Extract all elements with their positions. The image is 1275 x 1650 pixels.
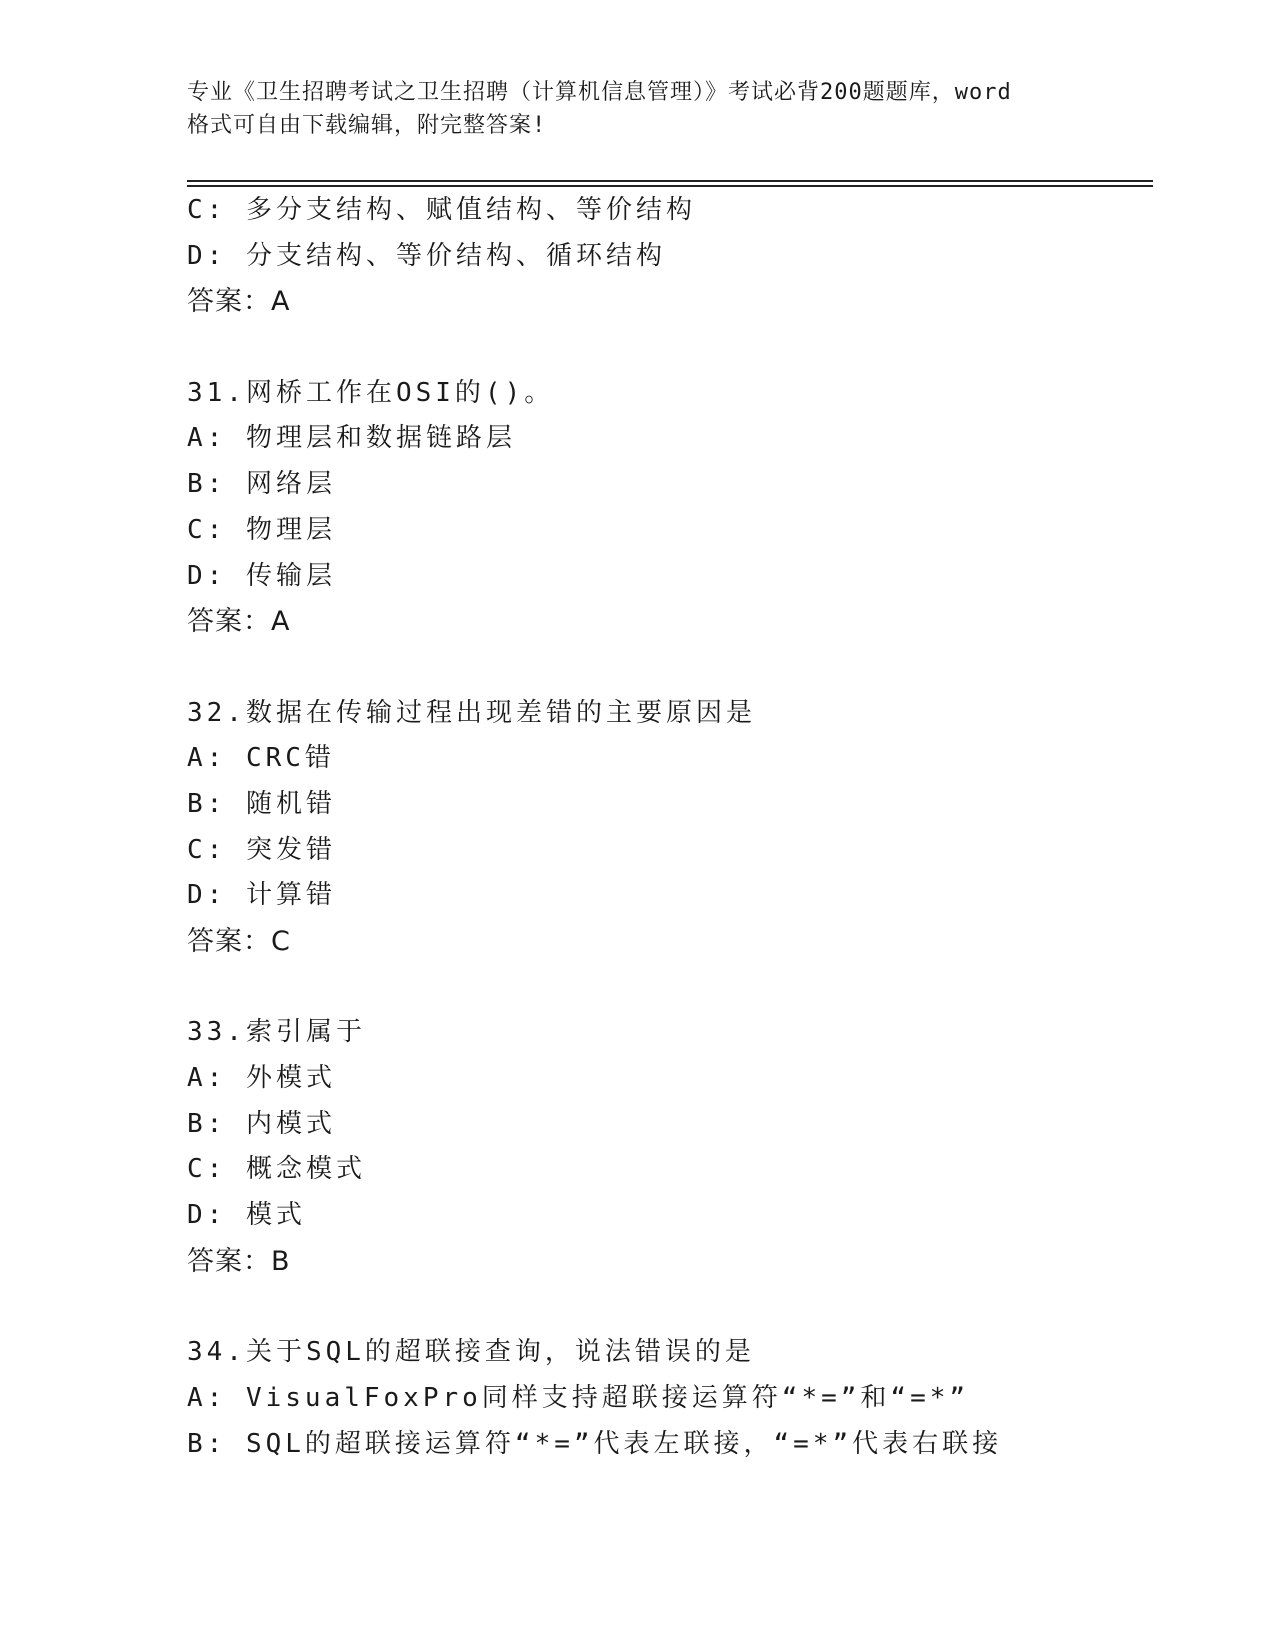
option-a: A: 外模式 xyxy=(187,1063,336,1094)
spacer xyxy=(187,965,1147,1011)
question-34 xyxy=(187,1330,1147,1467)
document-title-line-2: 格式可自由下载编辑，附完整答案! xyxy=(187,113,547,138)
option-b: B: 内模式 xyxy=(187,1108,336,1139)
option-d: D: 计算错 xyxy=(187,880,336,911)
header-rule-bottom xyxy=(187,185,1153,187)
option-c: C: 突发错 xyxy=(187,834,336,865)
question-stem: 33.索引属于 xyxy=(187,1017,366,1048)
question-30-continuation xyxy=(187,188,1147,325)
question-32 xyxy=(187,691,1147,965)
option-d: D: 分支结构、等价结构、循环结构 xyxy=(187,240,666,271)
option-a: A: VisualFoxPro同样支持超联接运算符“*=”和“=*” xyxy=(187,1382,970,1413)
option-c: C: 物理层 xyxy=(187,514,336,545)
spacer xyxy=(187,645,1147,691)
question-list xyxy=(187,188,1147,1467)
answer-line: 答案：C xyxy=(187,926,291,957)
question-33 xyxy=(187,1010,1147,1284)
question-stem: 32.数据在传输过程出现差错的主要原因是 xyxy=(187,697,756,728)
page-header xyxy=(187,76,1087,142)
option-a: A: CRC错 xyxy=(187,743,335,774)
question-31 xyxy=(187,371,1147,645)
answer-line: 答案：A xyxy=(187,606,291,638)
option-c: C: 多分支结构、赋值结构、等价结构 xyxy=(187,195,696,225)
option-d: D: 模式 xyxy=(187,1200,306,1231)
answer-line: 答案：B xyxy=(187,1245,291,1277)
header-rule-top xyxy=(187,180,1153,182)
question-stem: 31.网桥工作在OSI的()。 xyxy=(187,377,555,408)
option-b: B: 网络层 xyxy=(187,469,336,500)
spacer xyxy=(187,1285,1147,1331)
option-a: A: 物理层和数据链路层 xyxy=(187,423,516,454)
document-title-line-1: 专业《卫生招聘考试之卫生招聘（计算机信息管理）》考试必背200题题库，word xyxy=(187,80,1012,105)
answer-line: 答案：A xyxy=(187,286,291,318)
option-b: B: 随机错 xyxy=(187,788,336,819)
option-b: B: SQL的超联接运算符“*=”代表左联接，“=*”代表右联接 xyxy=(187,1428,1003,1459)
spacer xyxy=(187,325,1147,371)
question-stem: 34.关于SQL的超联接查询，说法错误的是 xyxy=(187,1337,755,1368)
option-c: C: 概念模式 xyxy=(187,1154,366,1185)
option-d: D: 传输层 xyxy=(187,560,336,591)
